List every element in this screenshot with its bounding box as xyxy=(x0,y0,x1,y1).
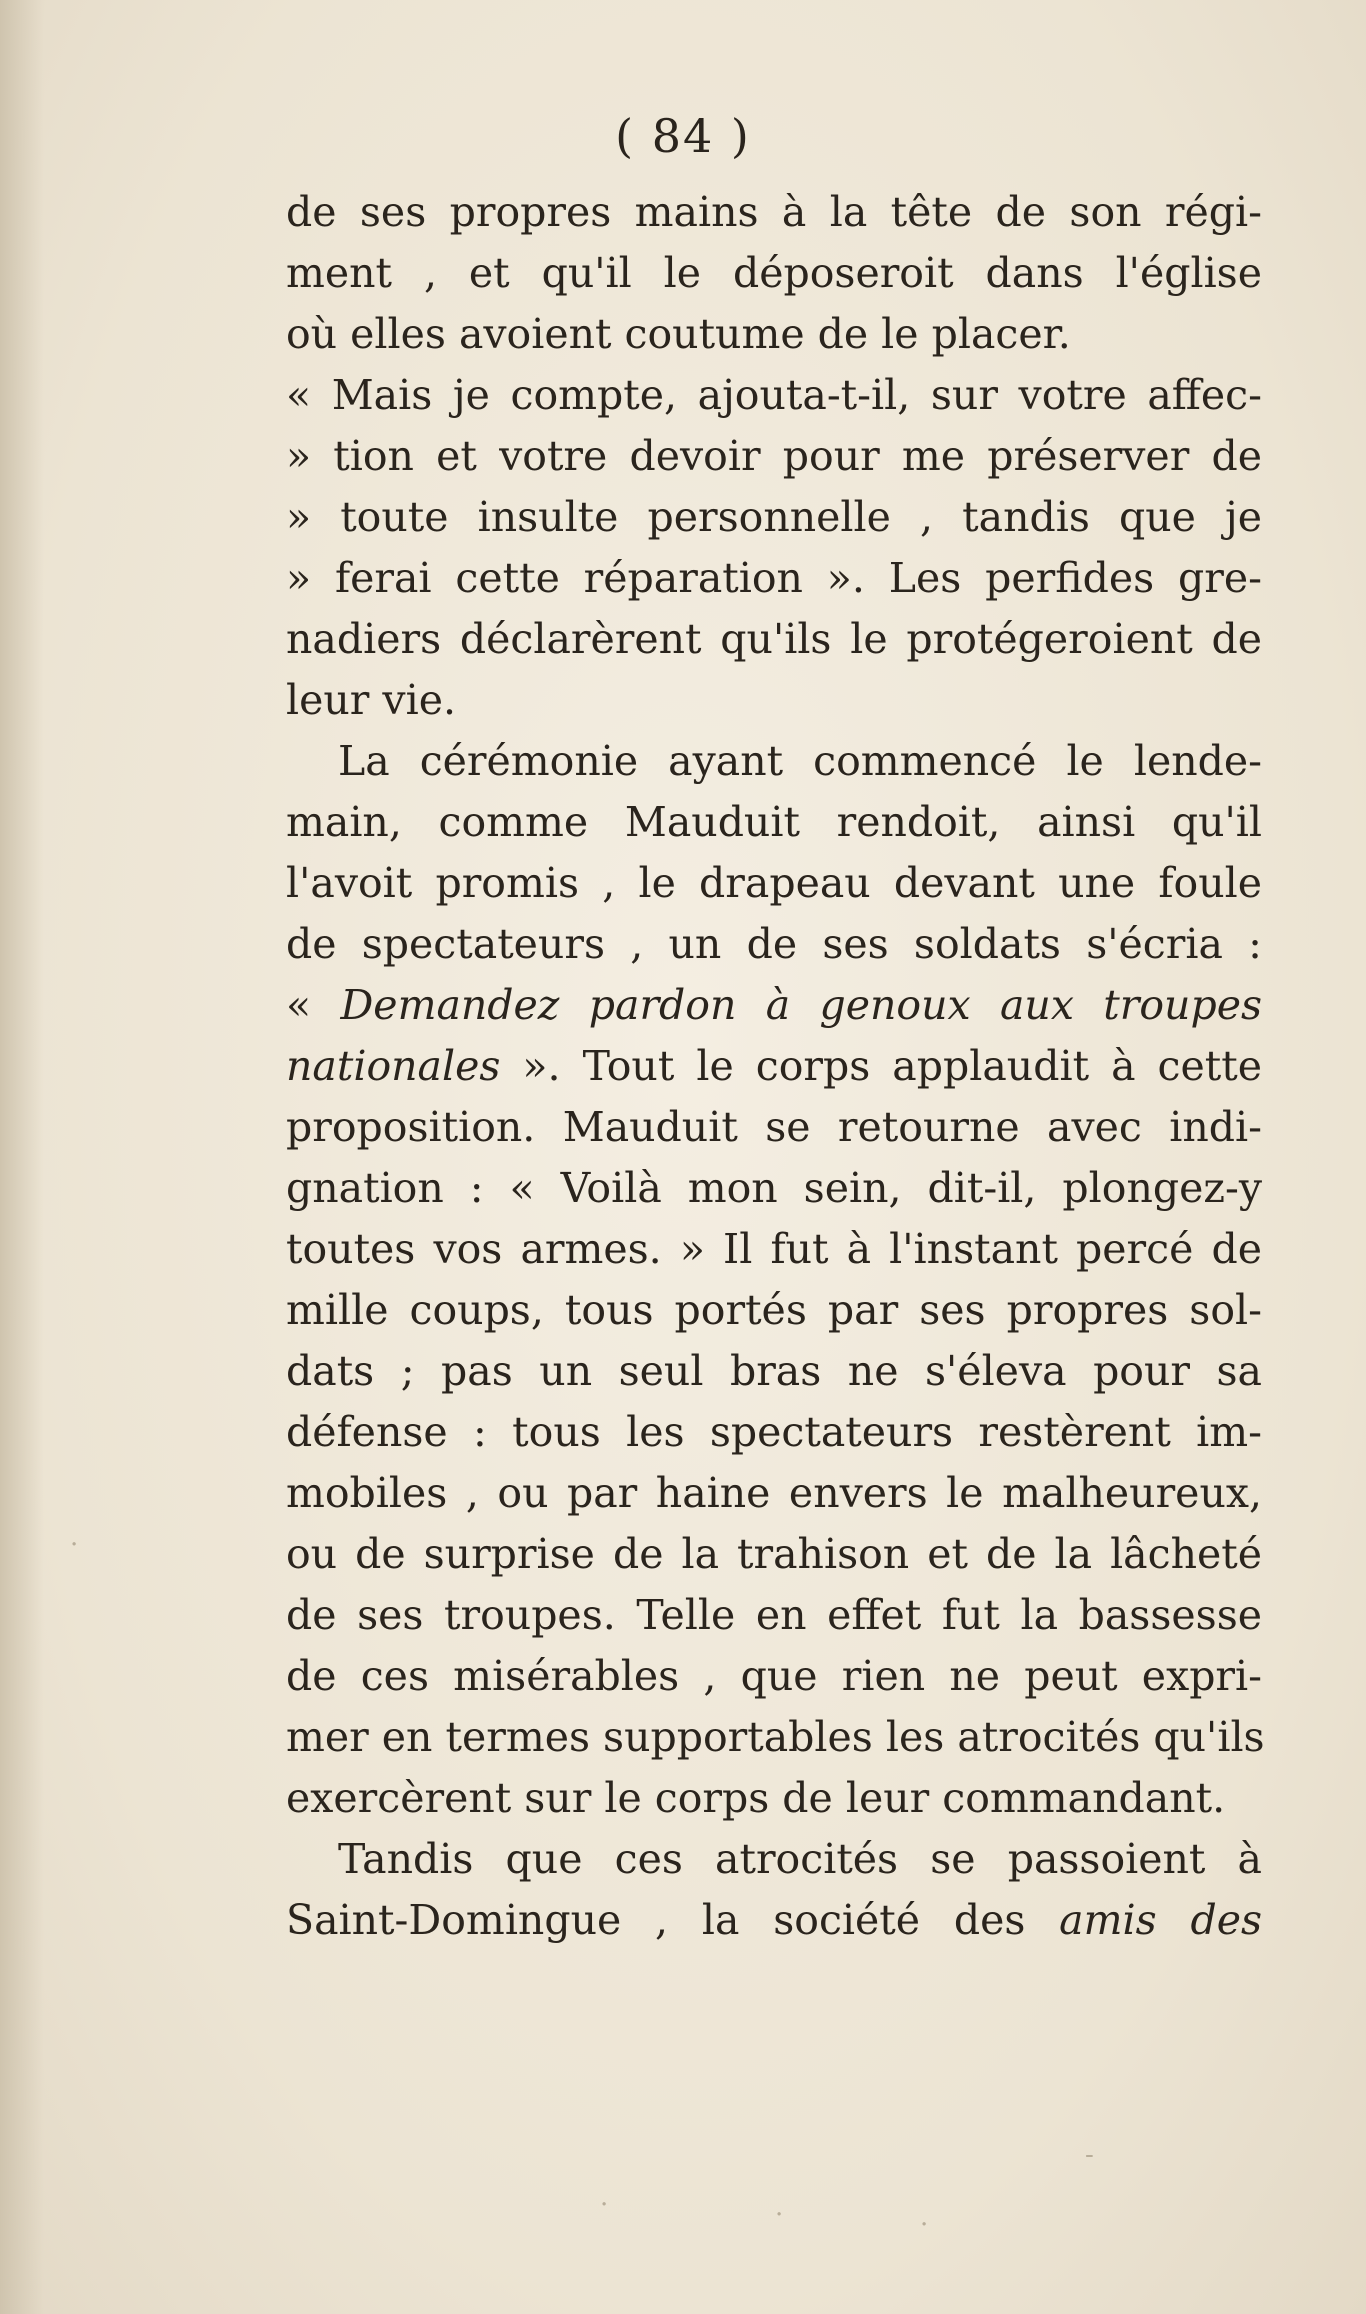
text-segment: ou de surprise de la trahison et de la lâcheté xyxy=(286,1530,1262,1578)
text-line xyxy=(286,609,1262,670)
text-line xyxy=(286,182,1262,243)
paper-speck: · xyxy=(775,2200,784,2230)
text-line xyxy=(286,487,1262,548)
italic-text: amis des xyxy=(1059,1896,1262,1944)
text-segment: ». Tout le corps applaudit à cette xyxy=(500,1042,1262,1090)
italic-text: Demandez pardon à genoux aux troupes xyxy=(340,981,1262,1029)
body-text xyxy=(286,182,1265,1951)
text-segment: où elles avoient coutume de le placer. xyxy=(286,310,1071,358)
text-segment: proposition. Mauduit se retourne avec indi- xyxy=(286,1103,1262,1151)
text-line xyxy=(286,1341,1262,1402)
text-line xyxy=(286,1829,1262,1890)
text-segment: » toute insulte personnelle , tandis que je xyxy=(286,493,1262,541)
text-segment: de ses propres mains à la tête de son régi- xyxy=(286,188,1262,236)
text-segment: ment , et qu'il le déposeroit dans l'église xyxy=(286,249,1262,297)
text-line xyxy=(286,365,1262,426)
text-segment: La cérémonie ayant commencé le lende- xyxy=(338,737,1262,785)
text-line xyxy=(286,975,1262,1036)
text-segment: « Mais je compte, ajouta-t-il, sur votre affec- xyxy=(286,371,1262,419)
paper-speck: - xyxy=(1085,2140,1094,2170)
text-segment: dats ; pas un seul bras ne s'éleva pour sa xyxy=(286,1347,1262,1395)
text-segment: exercèrent sur le corps de leur commandant. xyxy=(286,1774,1226,1822)
text-line xyxy=(286,1768,1262,1829)
text-line xyxy=(286,1219,1262,1280)
italic-text: nationales xyxy=(286,1042,501,1090)
text-segment: Tandis que ces atrocités se passoient à xyxy=(338,1835,1262,1883)
text-segment: » tion et votre devoir pour me préserver de xyxy=(286,432,1262,480)
text-line xyxy=(286,1585,1262,1646)
text-line xyxy=(286,853,1262,914)
text-line xyxy=(286,1280,1262,1341)
text-line xyxy=(286,731,1262,792)
text-line xyxy=(286,1158,1262,1219)
text-line xyxy=(286,1646,1262,1707)
text-line xyxy=(286,1890,1262,1951)
text-segment: gnation : « Voilà mon sein, dit-il, plongez-y xyxy=(286,1164,1262,1212)
text-segment: main, comme Mauduit rendoit, ainsi qu'il xyxy=(286,798,1262,846)
text-segment: l'avoit promis , le drapeau devant une foule xyxy=(286,859,1262,907)
text-segment: nadiers déclarèrent qu'ils le protégeroient de xyxy=(286,615,1262,663)
text-line xyxy=(286,914,1262,975)
text-line xyxy=(286,1402,1262,1463)
text-line xyxy=(286,670,1262,731)
text-line xyxy=(286,426,1262,487)
text-segment: mer en termes supportables les atrocités qu'ils xyxy=(286,1713,1265,1761)
paper-speck: · xyxy=(920,2210,929,2240)
text-line xyxy=(286,243,1262,304)
text-line xyxy=(286,1463,1262,1524)
text-segment: toutes vos armes. » Il fut à l'instant percé de xyxy=(286,1225,1262,1273)
text-line xyxy=(286,1707,1265,1768)
text-line xyxy=(286,1524,1262,1585)
text-segment: Saint-Domingue , la société des xyxy=(286,1896,1060,1944)
text-segment: de spectateurs , un de ses soldats s'écria : xyxy=(286,920,1262,968)
page-number: ( 84 ) xyxy=(615,109,751,163)
text-segment: « xyxy=(286,981,341,1029)
paper-speck: · xyxy=(70,1530,79,1560)
text-line xyxy=(286,304,1262,365)
text-line xyxy=(286,1097,1262,1158)
paper-speck: · xyxy=(600,2190,609,2220)
text-segment: leur vie. xyxy=(286,676,456,724)
text-segment: défense : tous les spectateurs restèrent im- xyxy=(286,1408,1262,1456)
binding-shadow xyxy=(0,0,44,2314)
text-line xyxy=(286,1036,1262,1097)
text-segment: mille coups, tous portés par ses propres sol- xyxy=(286,1286,1262,1334)
text-segment: de ses troupes. Telle en effet fut la bassesse xyxy=(286,1591,1262,1639)
text-segment: de ces misérables , que rien ne peut expri- xyxy=(286,1652,1262,1700)
text-segment: mobiles , ou par haine envers le malheureux, xyxy=(286,1469,1262,1517)
text-line xyxy=(286,548,1262,609)
text-line xyxy=(286,792,1262,853)
text-segment: » ferai cette réparation ». Les perfides gre- xyxy=(286,554,1262,602)
